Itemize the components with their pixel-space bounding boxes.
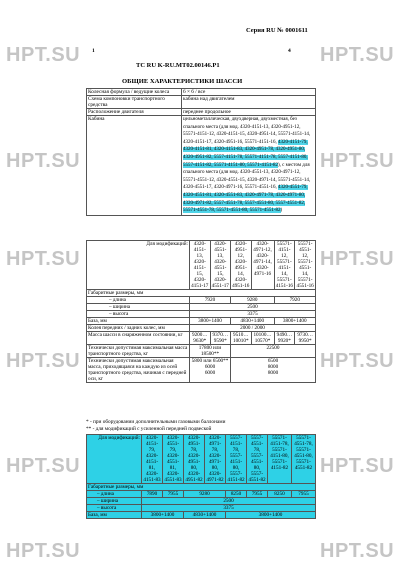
length-value: 7920 [274, 297, 315, 304]
spec-table [86, 88, 316, 216]
certificate-series: Серия RU № 0001611 [246, 27, 308, 34]
length-value: 8250 [268, 491, 292, 498]
watermark: HPT.SU [6, 350, 81, 372]
page-number-right: 4 [288, 48, 291, 54]
row-label: – ширина [87, 498, 142, 505]
row-label: Технически допустимая максимальная масса транспортного средства, кг [87, 345, 190, 358]
model-cell: 55571-4151-12, 55571-4151-14, 55571-4151-16 [275, 241, 294, 289]
length-value: 7920 [190, 297, 231, 304]
model-cell: 4320-4551-79, 4320-4551-81, 4320-4551-83 [164, 435, 182, 483]
model-cell: 4320-4951-12, 4320-4951-14, 4320-4951-16 [232, 241, 250, 289]
cab-text-highlight: 4320-4551-79, 4320-4551-81, 4320-4551-83, 4320-4971-78, 4320-4971-80, 4320-4971-82, 5557-4551-78, 5557-4551-80, 5557-4551-82, 55571-4551-78, 55571-4551-80, 55571-4551-82 [183, 185, 308, 214]
spec-value: кабина над двигателем [182, 96, 316, 109]
model-cell: 4320-4151-79, 4320-4151-81, 4320-4151-83 [143, 435, 161, 483]
cab-text: цельнометаллическая, двухдверная, двухместная, без спального места (для мод. 4320-4151-13, 4320-4951-12, 55571-4151-12, 4320-4151-15, 4320-4951-14, 55571-4151-14, 4320-4151-17, 4320-4951-16, 55571-4151-16, [183, 117, 311, 145]
page-number-left: 1 [92, 48, 95, 54]
spec-value: 6 × 6 / все [182, 89, 316, 96]
height-value: 3375 [190, 311, 316, 318]
model-cell: 4320-4971-78, 4320-4971-80, 4320-4971-82 [206, 435, 224, 483]
model-cell: 4320-4951-78, 4320-4951-80, 4320-4951-82 [185, 435, 203, 483]
watermark: HPT.SU [6, 540, 81, 562]
mass-value: 9730…9950* [295, 332, 316, 345]
height-value: 3375 [142, 505, 316, 512]
track-value: 2000 / 2000 [190, 325, 316, 332]
base-value: 4830+1400 [184, 512, 226, 519]
cab-text-highlight: 4320-4151-79, 4320-4151-81, 4320-4151-83, 4320-4951-78, 4320-4951-80, 4320-4951-82, 5557-4151-78, 55571-4151-78, 5557-4151-80, 5557-4151-82, 55571-4151-80, 55571-4151-82 [183, 139, 308, 168]
section-title: ОБЩИЕ ХАРАКТЕРИСТИКИ ШАССИ [122, 78, 243, 85]
spec-label: Колесная формула / ведущие колеса [87, 89, 182, 96]
base-value: 4830+1400 [231, 318, 275, 325]
models-header: Для модификаций: [87, 435, 142, 484]
model-cell: 5557-4151-78, 5557-4151-80, 5557-4151-82 [227, 435, 245, 483]
row-label: Масса шасси в снаряженном состоянии, кг [87, 332, 190, 345]
watermark: HPT.SU [320, 150, 395, 172]
watermark: HPT.SU [6, 248, 81, 270]
cab-description [182, 116, 316, 216]
tech-mass-value: 22500 [231, 345, 316, 358]
axle-value: 5800 или 6500** 6000 6000 [190, 358, 231, 383]
models-header: Для модификаций: [87, 241, 190, 290]
row-label: – высота [87, 311, 190, 318]
watermark: HPT.SU [320, 44, 395, 66]
watermark: HPT.SU [6, 150, 81, 172]
spec-label: Кабина [87, 116, 182, 216]
watermark: HPT.SU [320, 540, 395, 562]
row-label: Габаритные размеры, мм [87, 484, 316, 491]
footnote: * - при оборудовании дополнительными газовыми баллонами [86, 419, 226, 425]
tech-mass-value: 17800 или 18500** [190, 345, 231, 358]
row-label: Габаритные размеры, мм [87, 290, 316, 297]
row-label: База, мм [87, 512, 142, 519]
axle-value: 6500 8000 8000 [231, 358, 316, 383]
spec-label: Расположение двигателя [87, 109, 182, 116]
model-cell: 4320-4551-13, 4320-4551-15, 4320-4551-17 [211, 241, 229, 289]
document-code: TC RU K-RU.MT02.00146.P1 [136, 62, 220, 69]
footnotes [86, 419, 225, 432]
mass-value: 9510…10010* [231, 332, 252, 345]
model-cell: 5557-4551-78, 5557-4551-80, 5557-4551-82 [248, 435, 266, 483]
model-cell: 4320-4971-12, 4320-4971-14, 4320-4971-16 [251, 241, 274, 290]
width-value: 2500 [190, 304, 316, 311]
length-value: 7955 [291, 491, 315, 498]
mass-value: 10100…10570* [251, 332, 274, 345]
row-label: Технически допустимая максимальная масса, приходящаяся на каждую из осей транспортного средства, начиная с передней оси, кг [87, 358, 190, 383]
row-label: База, мм [87, 318, 190, 325]
watermark: HPT.SU [6, 44, 81, 66]
watermark: HPT.SU [320, 350, 395, 372]
watermark: HPT.SU [6, 455, 81, 477]
footnote: ** - для модификаций с усиленной передней подвеской [86, 425, 212, 432]
row-label: – ширина [87, 304, 190, 311]
length-value: 8250 [226, 491, 247, 498]
length-value: 9280 [231, 297, 275, 304]
width-value: 2500 [142, 498, 316, 505]
length-value: 7890 [142, 491, 163, 498]
mass-value: 9490…9920* [274, 332, 295, 345]
row-label: – высота [87, 505, 142, 512]
base-value: 3800+1400 [226, 512, 316, 519]
length-value: 7955 [247, 491, 268, 498]
model-cell: 55571-4151-78, 55571-4151-80, 55571-4151-82 [268, 435, 292, 484]
model-cell: 4320-4151-13, 4320-4151-15, 4320-4151-17 [191, 241, 209, 289]
length-value: 7955 [163, 491, 184, 498]
mass-value: 9200…9630* [190, 332, 211, 345]
cab-text: ) [280, 208, 283, 214]
base-value: 3800+1400 [274, 318, 315, 325]
spec-value: переднее продольное [182, 109, 316, 116]
model-cell: 55571-4551-78, 55571-4551-80, 55571-4551-82 [291, 435, 315, 484]
row-label: – длина [87, 491, 142, 498]
watermark: HPT.SU [320, 455, 395, 477]
length-value: 9280 [184, 491, 226, 498]
model-cell: 55571-4551-12, 55571-4551-14, 55571-4551-16 [296, 241, 314, 289]
mass-value: 9370…9590* [210, 332, 231, 345]
dimensions-table-highlight [86, 434, 316, 519]
cab-text: ), с местом для спального места (для мод. 4320-4551-13, 4320-4971-12, 55571-4551-12, 4320-4551-15, 4320-4971-14, 55571-4551-14, 4320-4551-17, 4320-4971-16, 55571-4551-16, [183, 162, 311, 191]
base-value: 3800+1400 [190, 318, 231, 325]
watermark: HPT.SU [320, 248, 395, 270]
row-label: Колея передних / задних колес, мм [87, 325, 190, 332]
spec-label: Схема компоновки транспортного средства [87, 96, 182, 109]
row-label: – длина [87, 297, 190, 304]
dimensions-table [86, 240, 316, 383]
base-value: 3800+1400 [142, 512, 184, 519]
